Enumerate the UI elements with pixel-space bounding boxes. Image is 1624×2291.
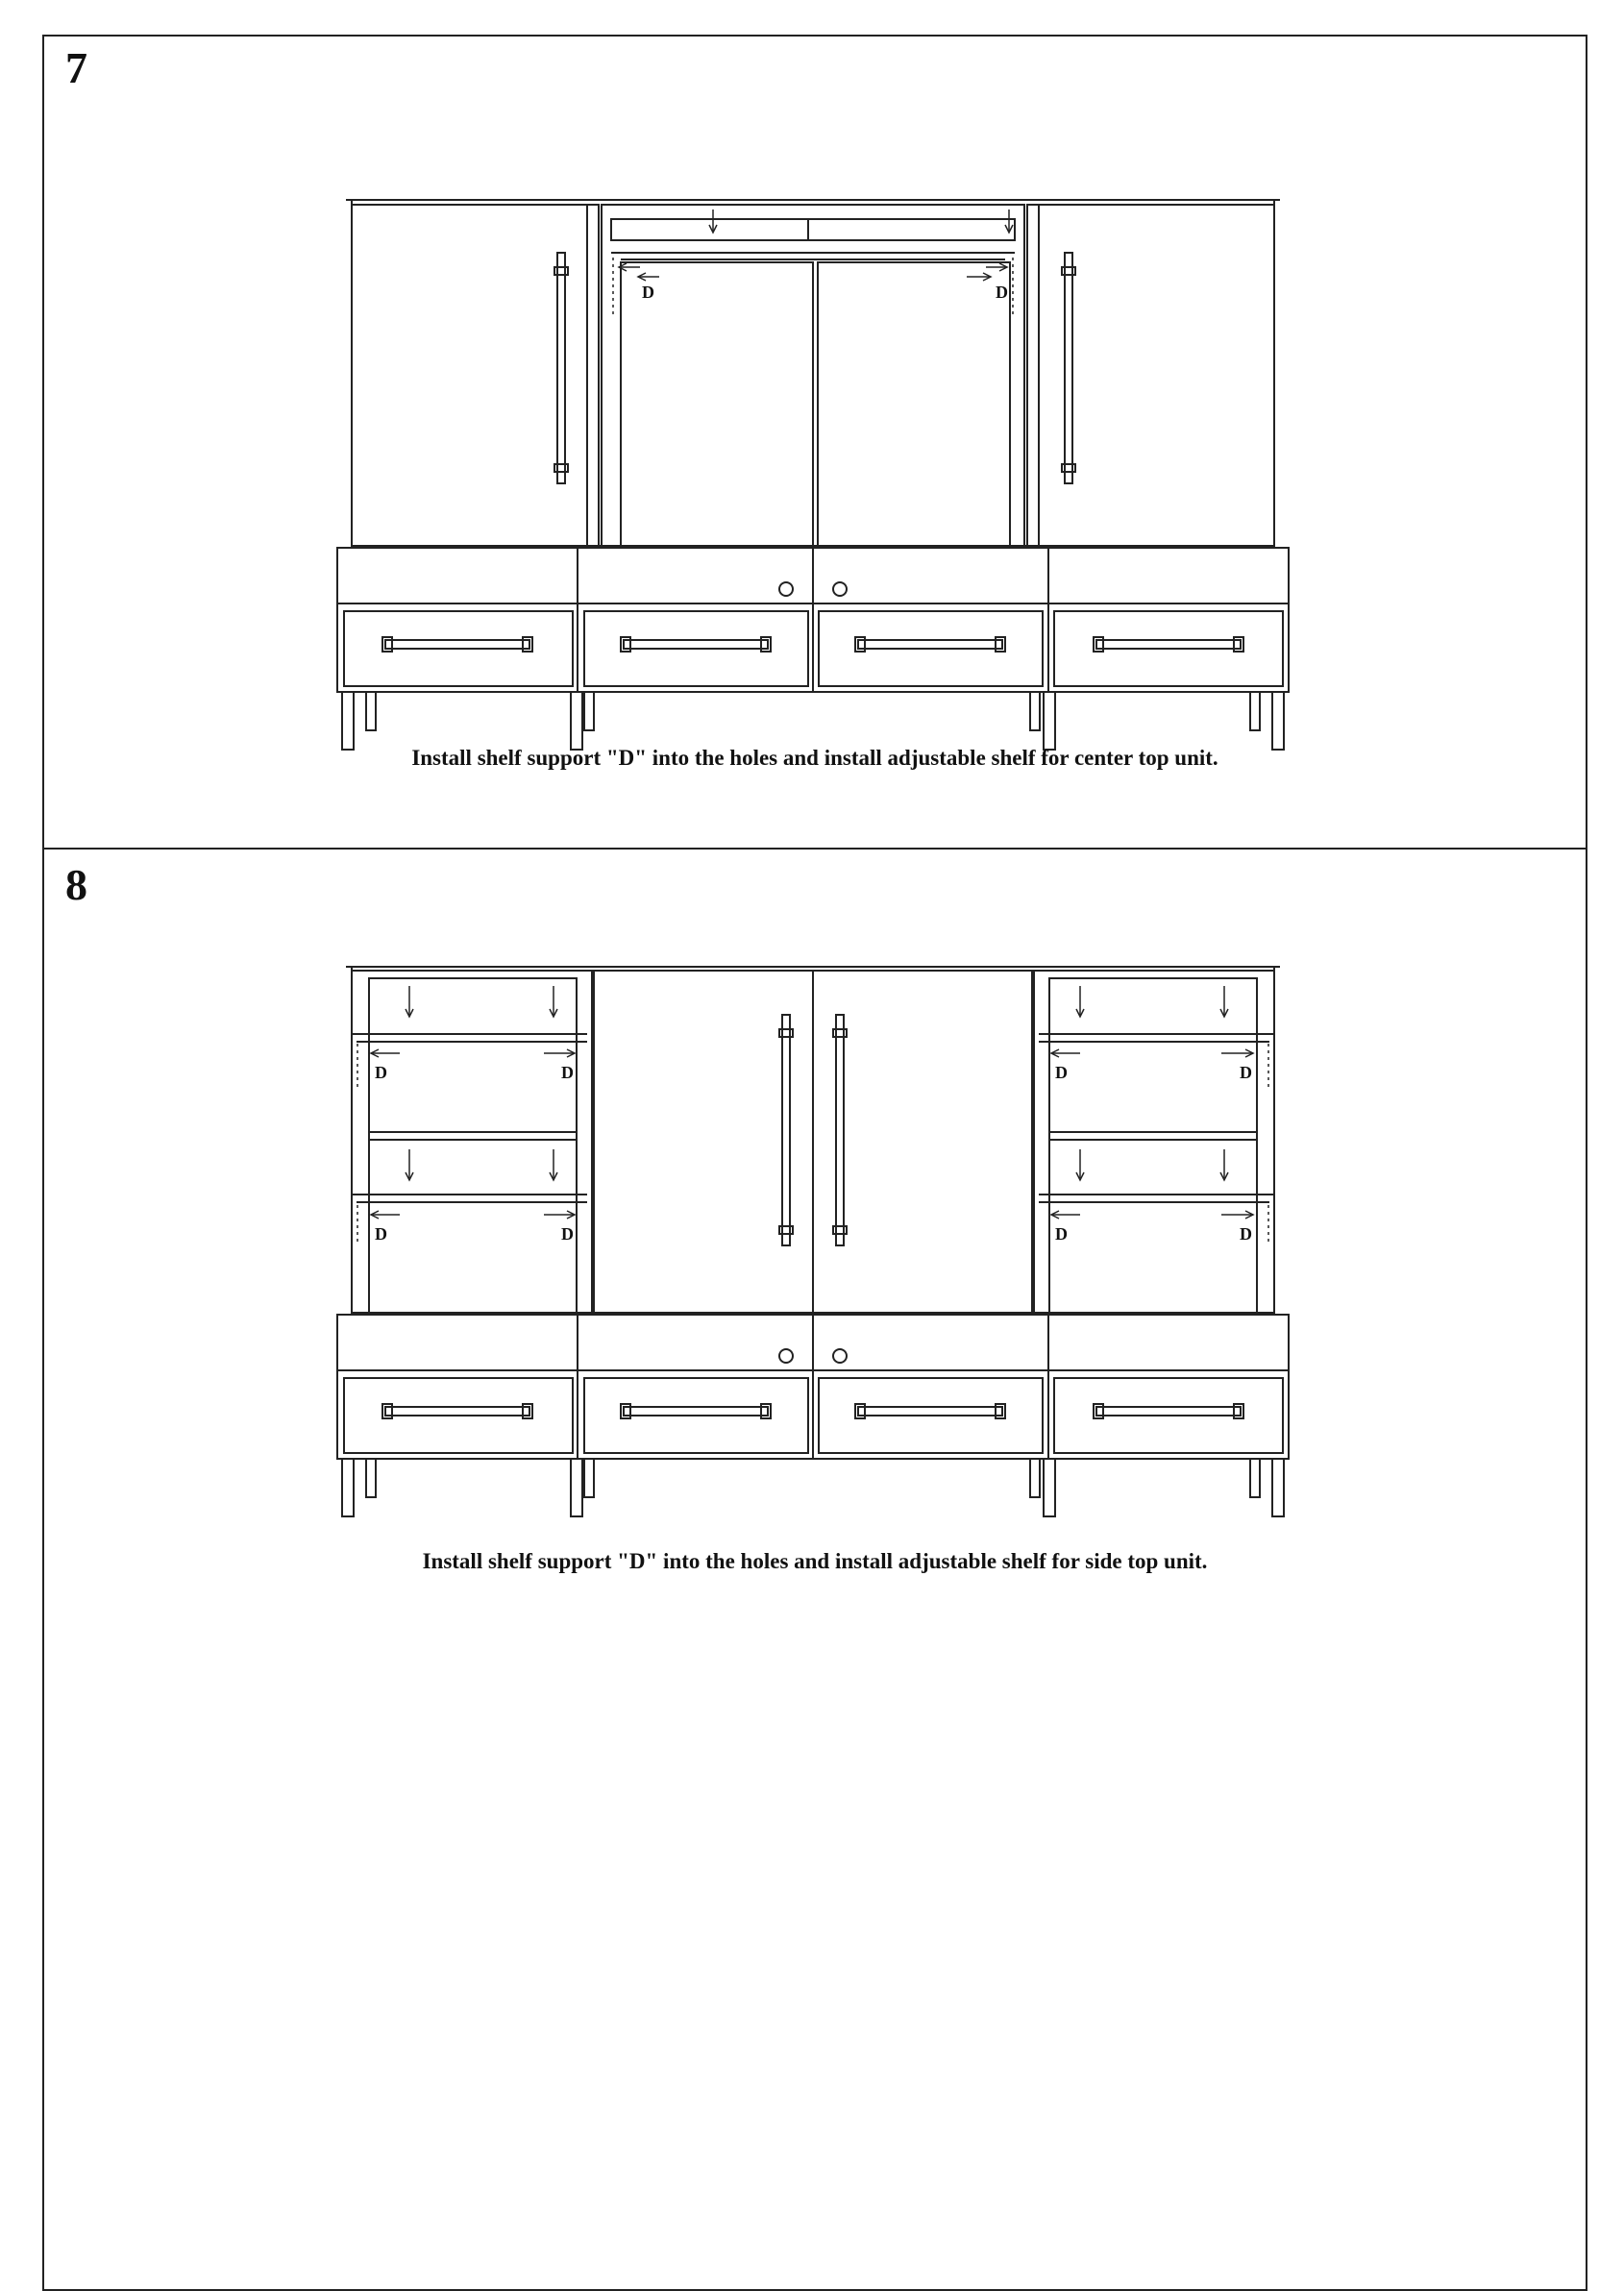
part-label-d: D: [1240, 1224, 1252, 1244]
step-7-diagram: [332, 152, 1293, 757]
grommet-hole: [779, 1349, 793, 1363]
part-label-d: D: [375, 1224, 387, 1244]
step-7-number: 7: [65, 43, 87, 92]
step-8-diagram: [332, 957, 1293, 1563]
left-door: [352, 205, 587, 546]
part-label-d: D: [375, 1063, 387, 1082]
right-side-unit: [1034, 971, 1274, 1313]
step-7-caption: Install shelf support "D" into the holes and install adjustable shelf for center top unit.: [411, 746, 1218, 770]
part-label-d: D: [1055, 1224, 1068, 1244]
part-label-d: D: [996, 283, 1008, 302]
page-frame: [42, 35, 1587, 2291]
legs: [342, 692, 1284, 750]
part-label-d: D: [1055, 1063, 1068, 1082]
legs: [342, 1459, 1284, 1516]
part-label-d: D: [561, 1224, 574, 1244]
step-8-caption: Install shelf support "D" into the holes and install adjustable shelf for side top unit.: [422, 1549, 1208, 1573]
center-right-door: [818, 262, 1010, 546]
right-door: [1039, 205, 1274, 546]
grommet-hole: [779, 582, 793, 596]
part-label-d: D: [642, 283, 654, 302]
left-side-unit: [352, 971, 592, 1313]
part-label-d: D: [1240, 1063, 1252, 1082]
down-arrows: [709, 209, 1013, 233]
center-left-door: [621, 262, 813, 546]
step-divider: [44, 848, 1586, 850]
grommet-hole: [833, 1349, 847, 1363]
step-8-number: 8: [65, 860, 87, 909]
part-label-d: D: [561, 1063, 574, 1082]
down-arrows: [406, 986, 1228, 1180]
grommet-hole: [833, 582, 847, 596]
top-shelf: [611, 219, 1015, 240]
left-door-handle: [554, 253, 568, 483]
right-door-handle: [1062, 253, 1075, 483]
